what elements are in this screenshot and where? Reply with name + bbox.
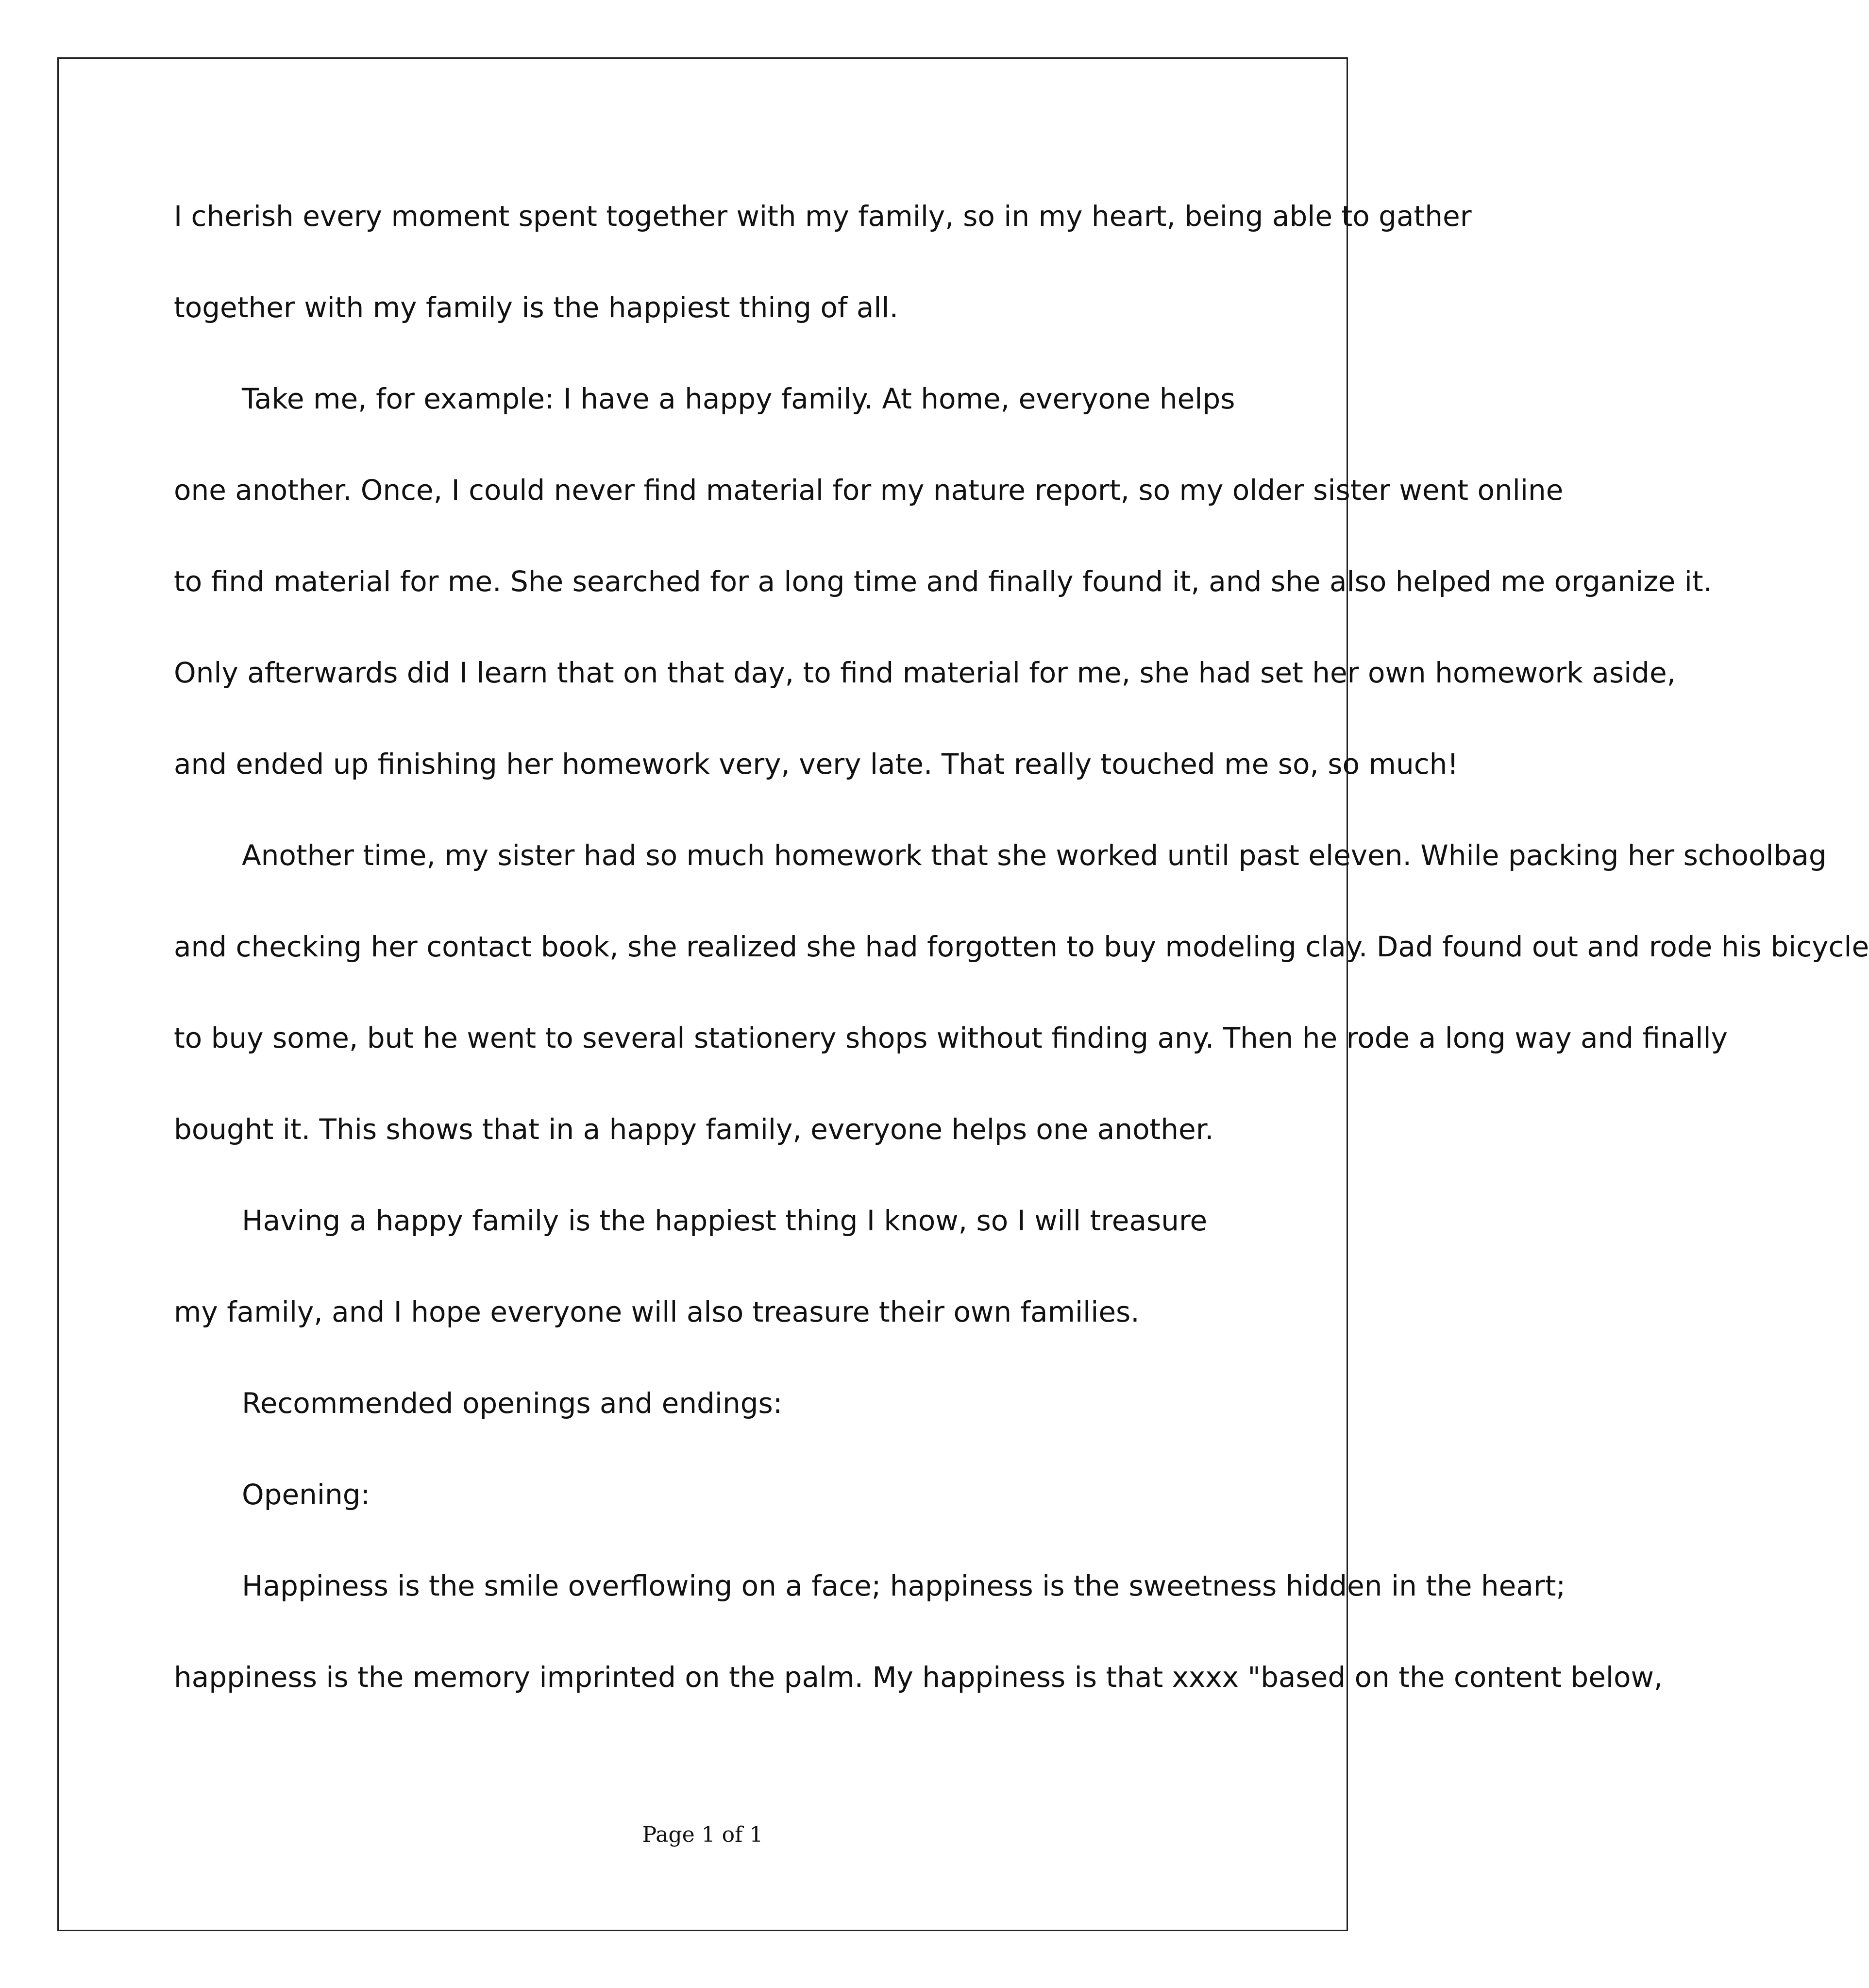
text-line: and ended up finishing her homework very, very late. That really touched me so, so much!	[174, 748, 1459, 781]
text-line: happiness is the memory imprinted on the palm. My happiness is that xxxx "based on the content below,	[174, 1661, 1663, 1694]
text-line: Happiness is the smile overflowing on a face; happiness is the sweetness hidden in the heart;	[242, 1569, 1566, 1602]
text-line: bought it. This shows that in a happy family, everyone helps one another.	[174, 1113, 1214, 1146]
document-body	[174, 187, 1869, 1739]
text-line: and checking her contact book, she realized she had forgotten to buy modeling clay. Dad found out and rode his bicycle	[174, 930, 1869, 963]
text-line: I cherish every moment spent together with my family, so in my heart, being able to gather	[174, 200, 1472, 233]
text-line: Another time, my sister had so much homework that she worked until past eleven. While packing her schoolbag	[242, 839, 1827, 872]
text-line: my family, and I hope everyone will also treasure their own families.	[174, 1295, 1140, 1328]
text-line: Recommended openings and endings:	[242, 1387, 783, 1420]
text-line: Take me, for example: I have a happy family. At home, everyone helps	[242, 382, 1235, 415]
page-number-footer: Page 1 of 1	[642, 1822, 763, 1847]
text-line: Opening:	[242, 1478, 370, 1511]
text-line: Having a happy family is the happiest thing I know, so I will treasure	[242, 1204, 1208, 1237]
text-line: together with my family is the happiest thing of all.	[174, 291, 899, 324]
text-line: to buy some, but he went to several stationery shops without finding any. Then he rode a long way and finally	[174, 1021, 1728, 1054]
text-line: one another. Once, I could never find material for my nature report, so my older sister went online	[174, 474, 1564, 507]
text-line: Only afterwards did I learn that on that day, to find material for me, she had set her own homework aside,	[174, 656, 1676, 689]
text-line: to find material for me. She searched for a long time and finally found it, and she also helped me organize it.	[174, 565, 1713, 598]
